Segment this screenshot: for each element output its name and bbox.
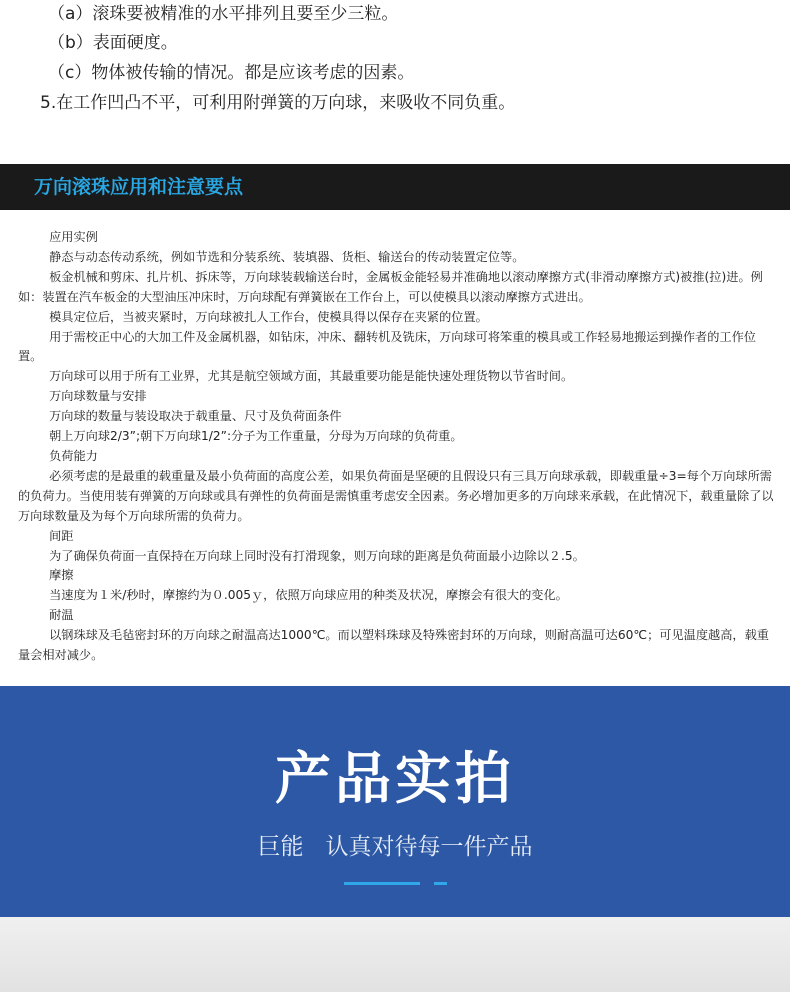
paragraph: 板金机械和剪床、扎片机、拆床等，万向球装载输送台时，金属板金能轻易并准确地以滚动摩擦方式(非滑动摩擦方式)被推(拉)进。例如：装置在汽车板金的大型油压冲床时，万向球配有弹簧嵌在工作台上，可以使模具以滚动摩擦方式进出。 (18, 269, 763, 304)
paragraph: 万向球的数量与装设取决于载重量、尺寸及负荷面条件 (49, 409, 342, 424)
paragraph: 朝上万向球2/3”;朝下万向球1/2”:分子为工作重量，分母为万向球的负荷重。 (49, 429, 463, 444)
paragraph: 万向球可以用于所有工业界，尤其是航空领域方面，其最重要功能是能快速处理货物以节省时间。 (49, 369, 574, 384)
product-photos-banner (0, 686, 790, 917)
note-b: （b）表面硬度。 (48, 33, 178, 53)
paragraph: 为了确保负荷面一直保持在万向球上同时没有打滑现象，则万向球的距离是负荷面最小边除以２.5。 (49, 548, 585, 563)
subheading-quantity-arrangement: 万向球数量与安排 (49, 389, 147, 404)
note-c: （c）物体被传输的情况。都是应该考虑的因素。 (48, 63, 415, 83)
note-5: 5.在工作凹凸不平，可利用附弹簧的万向球，来吸收不同负重。 (40, 93, 516, 113)
paragraph: 静态与动态传动系统，例如节选和分装系统、装填器、货柜、输送台的传动装置定位等。 (49, 249, 525, 264)
banner-subtitle: 巨能 认真对待每一件产品 (257, 834, 533, 860)
section-title: 万向滚珠应用和注意要点 (34, 176, 244, 198)
paragraph: 模具定位后，当被夹紧时，万向球被扎人工作台，使模具得以保存在夹紧的位置。 (49, 309, 488, 324)
accent-line-short (434, 882, 447, 885)
accent-line-long (344, 882, 420, 885)
paragraph: 以钢珠球及毛毡密封环的万向球之耐温高达1000℃。而以塑料珠球及特殊密封环的万向球，则耐高温可达60℃；可见温度越高，载重量会相对减少。 (18, 628, 769, 663)
subheading-friction: 摩擦 (49, 568, 74, 583)
paragraph: 用于需校正中心的大加工件及金属机器，如钻床，冲床、翻转机及铣床，万向球可将笨重的模具或工作轻易地搬运到操作者的工作位置。 (18, 329, 756, 364)
photo-area-top (0, 917, 790, 992)
paragraph: 必须考虑的是最重的载重量及最小负荷面的高度公差，如果负荷面是坚硬的且假设只有三具万向球承载，即载重量÷3=每个万向球所需的负荷力。当使用装有弹簧的万向球或具有弹性的负荷面是需慎重考虑安全因素。务必增加更多的万向球来承载，在此情况下，载重量除了以万向球数量及为每个万向球所需的负荷力。 (18, 468, 774, 523)
section-header-bar (0, 164, 790, 210)
subheading-temperature: 耐温 (49, 608, 74, 623)
subheading-load-capacity: 负荷能力 (49, 448, 98, 463)
paragraph: 当速度为１米/秒时，摩擦约为０.005ｙ，依照万向球应用的种类及状况，摩擦会有很大的变化。 (49, 588, 568, 603)
banner-title: 产品实拍 (275, 747, 515, 812)
subheading-spacing: 间距 (49, 528, 74, 543)
subheading-application-examples: 应用实例 (49, 230, 98, 244)
application-notes-body (18, 228, 778, 666)
note-a: （a）滚珠要被精准的水平排列且要至少三粒。 (48, 4, 399, 24)
